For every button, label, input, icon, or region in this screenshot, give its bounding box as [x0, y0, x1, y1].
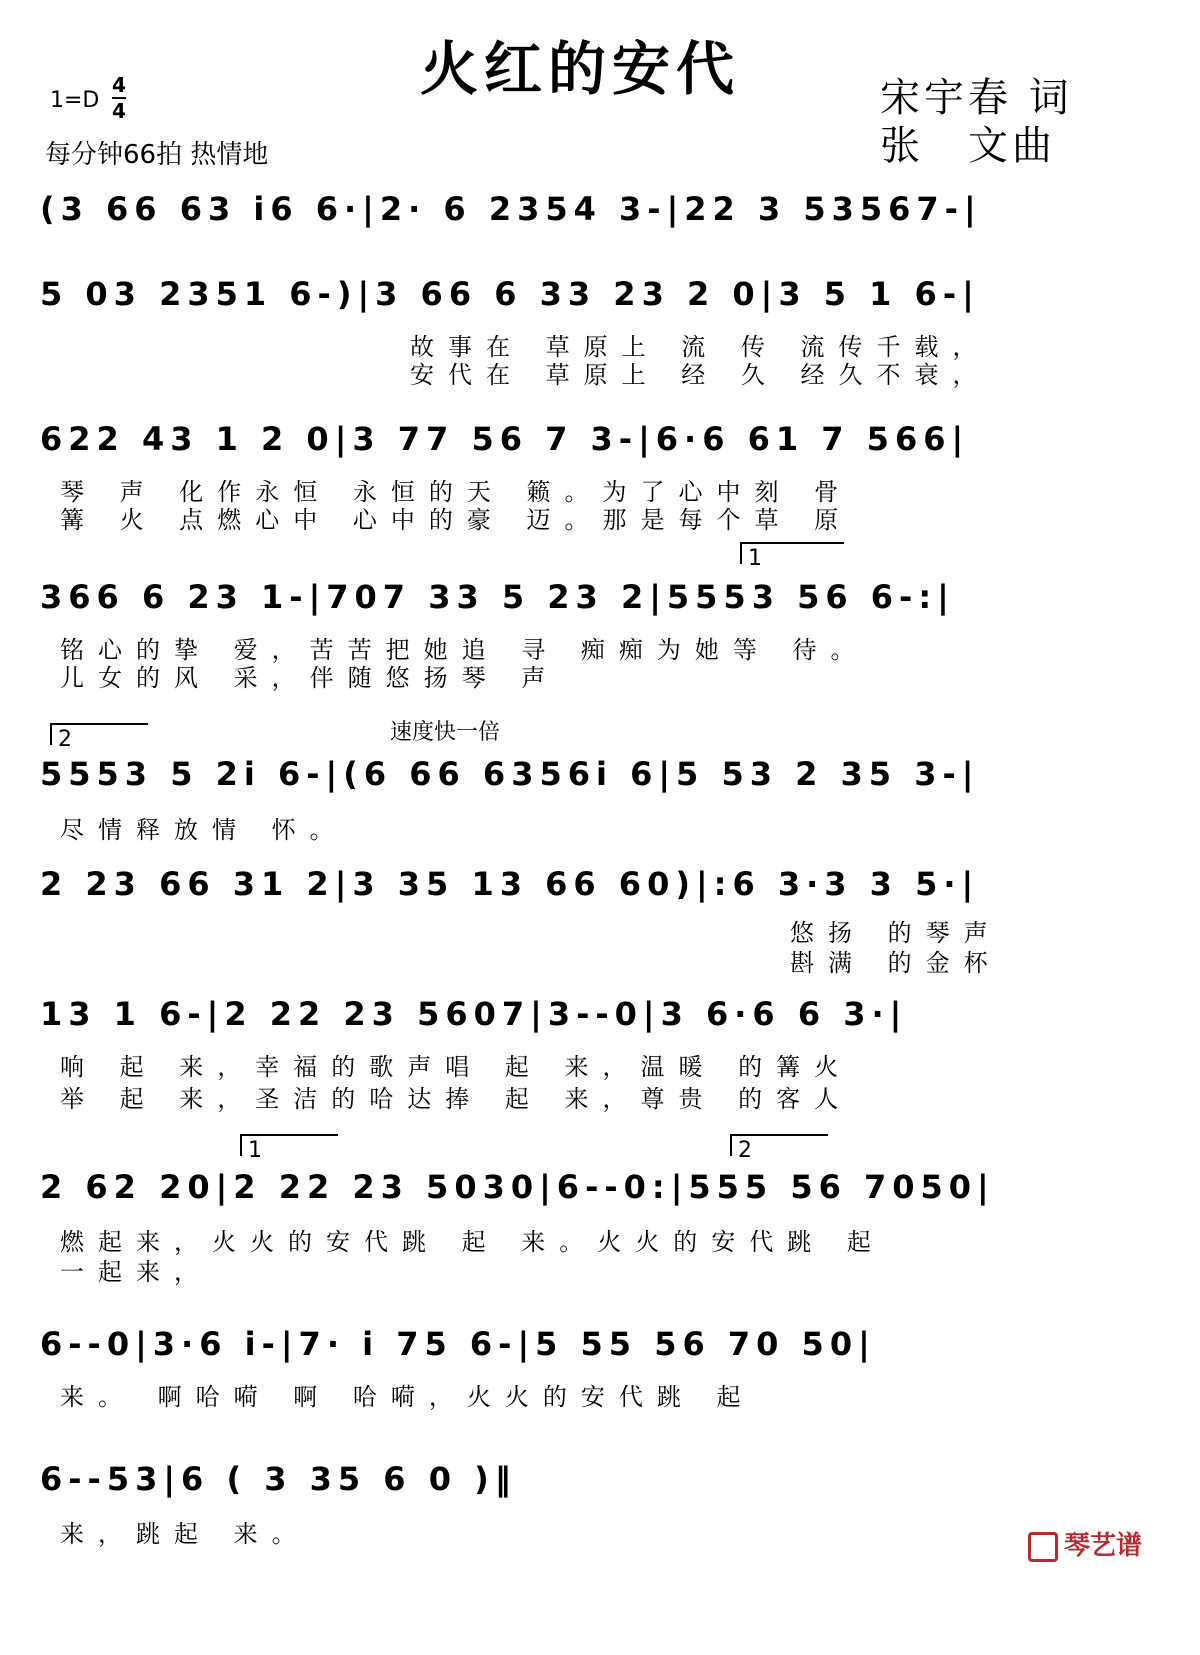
key-signature: 1=D	[50, 88, 100, 113]
volta-second-ending: 2	[730, 1134, 828, 1156]
lyrics-verse-1: 来，跳起 来。	[60, 1520, 310, 1548]
notation-line: 5 03 2351 6-)|3 66 6 33 23 2 0|3 5 1 6-|	[40, 275, 980, 313]
lyrics-verse-1: 尽情释放情 怀。	[60, 816, 348, 844]
lyrics-verse-1: 响 起 来，幸福的歌声唱 起 来，温暖 的篝火	[60, 1053, 853, 1081]
volta-first-ending: 1	[740, 542, 844, 564]
lyrics-verse-1: 琴 声 化作永恒 永恒的天 籁。为了心中刻 骨	[60, 478, 853, 506]
notation-line: 5553 5 2i 6-|(6 66 6356i 6|5 53 2 35 3-|	[40, 755, 980, 793]
lyrics-verse-1: 铭心的挚 爱，苦苦把她追 寻 痴痴为她等 待。	[60, 636, 869, 664]
tempo-change-marking: 速度快一倍	[390, 720, 501, 745]
lyrics-verse-2: 篝 火 点燃心中 心中的豪 迈。那是每个草 原	[60, 506, 853, 534]
notation-line: 622 43 1 2 0|3 77 56 7 3-|6·6 61 7 566|	[40, 420, 970, 458]
notation-line: 2 62 20|2 22 23 5030|6--0:|555 56 7050|	[40, 1168, 995, 1206]
lyrics-verse-2: 一起来，	[60, 1258, 212, 1286]
notation-line: (3 66 63 i6 6·|2· 6 2354 3-|22 3 53567-|	[40, 190, 982, 228]
notation-line: 6--0|3·6 i-|7· i 75 6-|5 55 56 70 50|	[40, 1325, 876, 1363]
lyrics-verse-2: 安代在 草原上 经 久 经久不衰，	[410, 361, 991, 389]
lyrics-verse-1: 来。 啊哈嗬 啊 哈嗬，火火的安代跳 起	[60, 1383, 755, 1411]
time-signature-bottom: 4	[112, 99, 126, 123]
lyrics-verse-1: 燃起来，火火的安代跳 起 来。火火的安代跳 起	[60, 1228, 885, 1256]
song-title: 火红的安代	[420, 35, 741, 103]
volta-first-ending: 1	[240, 1134, 338, 1156]
logo-icon	[1028, 1532, 1058, 1562]
tempo-marking: 每分钟66拍 热情地	[45, 140, 269, 170]
lyrics-verse-2: 斟满 的金杯	[790, 949, 1002, 977]
notation-line: 13 1 6-|2 22 23 5607|3--0|3 6·6 6 3·|	[40, 995, 908, 1033]
site-watermark	[1028, 1525, 1142, 1562]
time-signature-top: 4	[112, 73, 126, 97]
watermark-text: 琴艺谱	[1063, 1531, 1142, 1561]
notation-line: 6--53|6 ( 3 35 6 0 )‖	[40, 1460, 517, 1498]
lyrics-verse-2: 儿女的风 采，伴随悠扬琴 声	[60, 664, 560, 692]
lyrics-verse-1: 故事在 草原上 流 传 流传千载，	[410, 333, 991, 361]
time-signature	[112, 74, 126, 122]
lyricist-credit: 宋宇春 词	[880, 75, 1073, 121]
composer-credit: 张 文曲	[880, 123, 1056, 169]
lyrics-verse-1: 悠扬 的琴声	[790, 919, 1002, 947]
lyrics-verse-2: 举 起 来，圣洁的哈达捧 起 来，尊贵 的客人	[60, 1085, 853, 1113]
notation-line: 366 6 23 1-|707 33 5 23 2|5553 56 6-:|	[40, 578, 955, 616]
notation-line: 2 23 66 31 2|3 35 13 66 60)|:6 3·3 3 5·|	[40, 865, 980, 903]
volta-second-ending: 2	[50, 723, 148, 745]
